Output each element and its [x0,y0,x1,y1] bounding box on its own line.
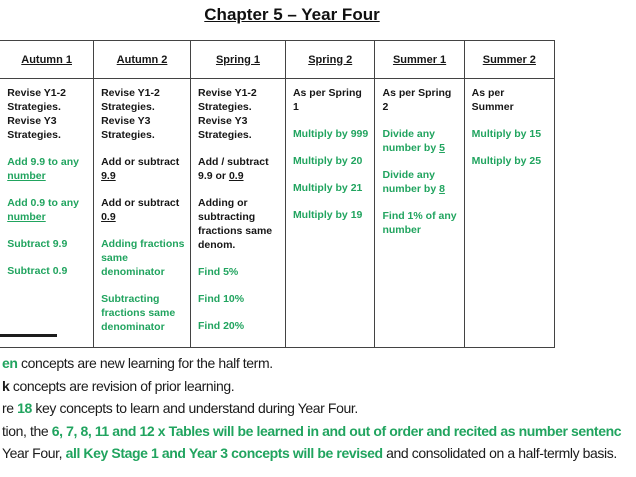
text-segment: 0.9 [228,170,244,182]
text-segment: Add or subtract [101,197,180,209]
text-segment: Multiply by 999 [292,128,369,140]
header-label: Autumn 2 [116,53,168,66]
cell-paragraph [293,86,370,114]
text-segment: 0.9 [101,211,116,223]
text-segment: Divide any number by [382,169,440,195]
header-label: Autumn 1 [21,53,72,66]
text-segment: Revise Y3 Strategies. [198,115,252,141]
cell-paragraph [472,127,549,141]
term-cell-spring-1 [191,79,286,348]
note-line-3 [2,397,621,420]
text-segment: Find 10% [198,293,245,305]
text-segment: Add / subtract 9.9 or [198,156,269,182]
text-segment: Find 1% of any number [382,210,457,236]
cell-paragraph [198,265,280,279]
notes [2,352,621,465]
cell-paragraph [382,209,458,237]
note-line-5 [2,442,621,465]
cell-paragraph [101,292,185,334]
text-segment: 18 [17,400,32,416]
cell-paragraph [101,155,185,183]
term-cell-autumn-1 [0,79,94,348]
cell-paragraph [293,181,370,195]
text-segment: 5 [439,142,445,154]
text-segment: Subtract 0.9 [7,265,68,277]
text-segment: Adding or subtracting fractions same denom. [198,197,273,251]
text-segment: 9.9 [101,170,116,182]
term-cell-summer-1 [375,79,464,348]
text-segment: concepts are new learning for the half term. [17,355,273,371]
cell-paragraph [382,86,458,114]
cell-paragraph [198,196,280,252]
text-segment: re [2,400,18,416]
text-segment: all Key Stage 1 and Year 3 concepts will be revised [65,445,383,461]
page-title [0,5,584,25]
table-header-row [0,41,555,79]
cell-paragraph [293,208,370,222]
note-line-1 [2,352,621,375]
column-header-autumn-1 [0,41,94,79]
header-label: Summer 1 [392,53,447,66]
text-segment: Year Four, [2,445,66,461]
column-header-summer-1 [375,41,464,79]
cell-paragraph [198,292,280,306]
cell-paragraph [382,168,458,196]
text-segment: Add 9.9 to any [7,156,79,168]
text-segment: Find 20% [198,320,245,332]
cell-paragraph [472,154,549,168]
column-header-summer-2 [464,41,554,79]
cell-paragraph [7,155,88,183]
text-segment: Subtracting fractions same denominator [101,293,176,333]
column-header-autumn-2 [94,41,191,79]
text-segment: Multiply by 25 [471,155,542,167]
text-segment: and consolidated on a half-termly basis. [382,445,617,461]
text-segment: Multiply by 21 [292,182,363,194]
page-title-text: Chapter 5 – Year Four [204,5,380,24]
text-segment: Revise Y1-2 Strategies. [7,87,66,113]
text-segment: number [7,211,46,223]
text-segment: Multiply by 19 [292,209,363,221]
text-segment: number [7,170,46,182]
cell-paragraph [101,196,185,224]
cell-paragraph [101,86,185,142]
term-cell-autumn-2 [94,79,191,348]
text-segment: concepts are revision of prior learning. [9,377,235,394]
text-segment: Revise Y1-2 Strategies. [101,87,160,113]
cell-paragraph [198,86,280,142]
term-cell-spring-2 [285,79,375,348]
bottom-border-accent [0,334,57,337]
cell-paragraph [382,127,458,155]
note-line-4 [2,420,621,443]
note-line-2 [2,375,621,398]
header-label: Spring 2 [308,53,353,66]
cell-paragraph [472,86,549,114]
cell-paragraph [198,319,280,333]
header-label: Spring 1 [215,53,260,66]
cell-paragraph [198,155,280,183]
text-segment: Multiply by 20 [292,155,363,167]
text-segment: Revise Y3 Strategies. [7,115,61,141]
header-label: Summer 2 [482,53,536,66]
text-segment: Subtract 9.9 [7,238,68,250]
text-segment: Add or subtract [101,156,180,168]
cell-paragraph [7,237,88,251]
cell-paragraph [7,86,88,142]
text-segment: Adding fractions same denominator [101,238,185,278]
text-segment: As per Spring 2 [382,87,452,113]
table-body-row [0,79,555,348]
cell-paragraph [101,237,185,279]
text-segment: As per Spring 1 [292,87,362,113]
text-segment: Multiply by 15 [471,128,542,140]
cell-paragraph [293,127,370,141]
text-segment: Revise Y3 Strategies. [101,115,155,141]
cell-paragraph [7,264,88,278]
text-segment: en [2,355,18,371]
text-segment: Add 0.9 to any [7,197,79,209]
text-segment: 6, 7, 8, 11 and 12 x Tables will be learned in and out of order and recited as number sentenc [51,422,622,439]
text-segment: As per Summer [471,87,514,113]
column-header-spring-2 [285,41,375,79]
text-segment: key concepts to learn and understand during Year Four. [31,400,358,416]
curriculum-table [0,40,555,348]
text-segment: tion, the [2,422,52,439]
text-segment: Divide any number by [382,128,440,154]
text-segment: 8 [439,183,445,195]
cell-paragraph [7,196,88,224]
text-segment: k [2,377,10,394]
term-cell-summer-2 [464,79,554,348]
column-header-spring-1 [191,41,286,79]
text-segment: Revise Y1-2 Strategies. [198,87,257,113]
text-segment: Find 5% [198,266,239,278]
cell-paragraph [293,154,370,168]
